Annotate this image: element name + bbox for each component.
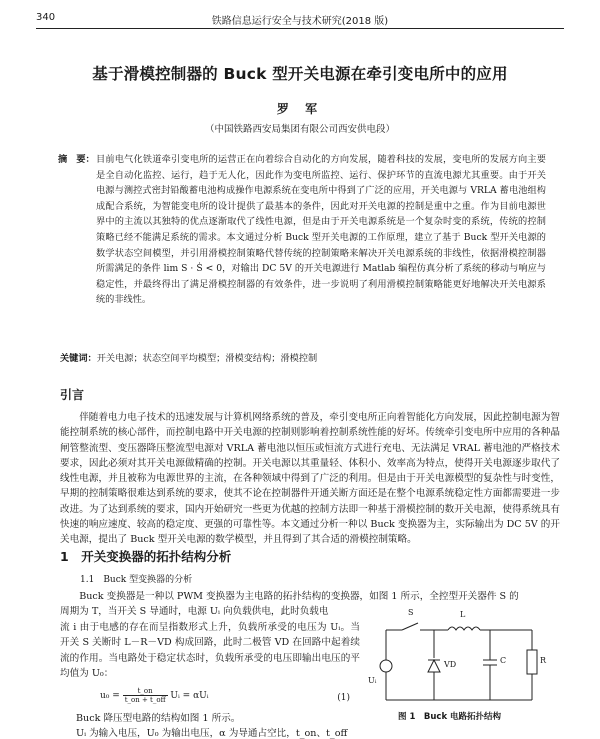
- keywords: [60, 350, 546, 364]
- keywords-text: 开关电源；状态空间平均模型；滑模变结构；滑模控制: [96, 353, 318, 364]
- equation-lhs: u₀ =: [100, 691, 120, 701]
- abstract: [60, 152, 546, 308]
- figure-caption: 图 1 Buck 电路拓扑结构: [398, 712, 502, 722]
- equation-body: [100, 687, 209, 704]
- page-number: 340: [36, 12, 56, 23]
- section1-text: 流 i 由于电感的存在而呈指数形式上升，负载所承受的电压为 Uᵢ。当开关 S 关断时 L－R－VD 构成回路，此时二极管 VD 在回路中起着续流的作用。当电路处于稳定状态时，负载所承受的电压即输出电压的平均值为 U₀：: [60, 622, 360, 679]
- abstract-label: 摘 要：: [58, 154, 95, 165]
- switch-symbol: [402, 623, 418, 630]
- equation-number: (1): [337, 693, 350, 703]
- text-after-equation: Buck 降压型电路的结构如图 1 所示。: [76, 713, 241, 724]
- affiliation: （中国铁路西安局集团有限公司西安供电段）: [204, 124, 395, 135]
- circuit-diagram: [372, 620, 548, 706]
- intro-heading: 引言: [60, 388, 85, 402]
- buck-circuit-figure: [368, 608, 548, 706]
- equation-fraction: [123, 687, 168, 704]
- label-resistor: R: [540, 656, 547, 665]
- author: 罗 军: [276, 102, 324, 116]
- section1-line2: 周期为 T，当开关 S 导通时，电源 Uᵢ 向负载供电，此时负载电: [60, 606, 329, 617]
- label-switch: S: [408, 608, 414, 617]
- voltage-source-symbol: [380, 660, 392, 672]
- equation-numerator: t_on: [123, 687, 168, 696]
- abstract-text: 目前电气化铁道牵引变电所的运营正在向着综合自动化的方向发展，随着科技的发展，变电所的发展方向主要是全自动化监控、运行，趋于无人化，因此作为变电所监控、运行、保护环节的直流电源尤其重要。由于开关电源与测控式密封铅酸蓄电池构成操作电源系统在变电所中得到了广泛的应用，开关电源与 VRLA 蓄电池组构成配合系统，为智能变电所的设计提供了最基本的条件，因此对开关电源的控制是重中之重。作为目前电源世界中的主流以其独特的优点逐渐取代了线性电源，但是由于开关电源系统是一个复杂时变的系统，传统的控制策略已经不能满足系统的需求。本文通过分析 Buck 型开关电源的工作原理，建立了基于 Buck 型开关电源的数学状态空间模型，并引用滑模控制策略代替传统的控制策略来解决开关电源系统的非线性，依据滑模控制器所需满足的条件 lim S · Ṡ < 0，对输出 DC 5V 的开关电源进行 Matlab 编程仿真分析了系统的移动与响应与稳定性，并最终得出了满足滑模控制器的有效条件，进一步说明了利用滑模控制策略能更好地解决开关电源系统的非线性。: [96, 154, 546, 306]
- paper-title: 基于滑模控制器的 Buck 型开关电源在牵引变电所中的应用: [92, 65, 508, 83]
- equation-rhs: Uᵢ = αUᵢ: [170, 691, 209, 701]
- inductor-symbol: [448, 627, 480, 630]
- label-capacitor: C: [500, 656, 507, 665]
- diode-symbol: [428, 660, 440, 672]
- label-input-voltage: Uᵢ: [368, 676, 377, 685]
- equation-1: [100, 687, 350, 711]
- equation-denominator: t_on + t_off: [124, 696, 166, 704]
- section1-line1: Buck 变换器是一种以 PWM 变换器为主电路的拓扑结构的变换器，如图 1 所示，全控型开关器件 S 的: [79, 591, 519, 602]
- label-inductor: L: [460, 610, 466, 619]
- running-header: [36, 10, 564, 29]
- section1-heading: 1 开关变换器的拓扑结构分析: [60, 549, 232, 564]
- last-line: Uᵢ 为输入电压，U₀ 为输出电压，α 为导通占空比，t_on、t_off: [76, 728, 348, 739]
- keywords-label: 关键词：: [60, 353, 97, 364]
- subsection-heading: 1.1 Buck 型变换器的分析: [80, 575, 193, 585]
- resistor-symbol: [527, 650, 537, 674]
- intro-text: 伴随着电力电子技术的迅速发展与计算机网络系统的普及，牵引变电所正向着智能化方向发展，因此控制电源为智能控制系统的核心部件，而控制电路中开关电源的控制则影响着控制系统性能的好坏。传统牵引变电所中应用的各种晶闸管整流型、变压器降压整流型电源对 VRLA 蓄电池以恒压或恒流方式进行充电、无法满足 VRAL 蓄电池的严格技术要求，因此必须对其开关电源做精确的控制。开关电源以其重量轻、体积小、效率高为特点，使得开关电源逐步取代了线性电源，并且被称为电源世界的主流，在各种领域中得到了广泛的利用。但是由于开关电源模型的复杂性与时变性，早期的控制策略很难达到系统的要求，使其不论在控制器件开通关断方面还是在整个电源系统稳定性方面都需要进一步改进。为了达到系统的要求，国内开始研究一些更为优越的控制方法即一种基于滑模控制的数开关电源，使得系统具有快速的响应速度、较高的稳定度、更强的可靠性等。本文通过分析一种以 Buck 变换器为主，实际输出为 DC 5V 的开关电源，提出了 Buck 型开关电源的数学模型，并且得到了其合适的滑模控制策略。: [60, 412, 560, 546]
- label-diode: VD: [444, 660, 457, 669]
- journal-title: 铁路信息运行安全与技术研究(2018 版): [211, 16, 389, 27]
